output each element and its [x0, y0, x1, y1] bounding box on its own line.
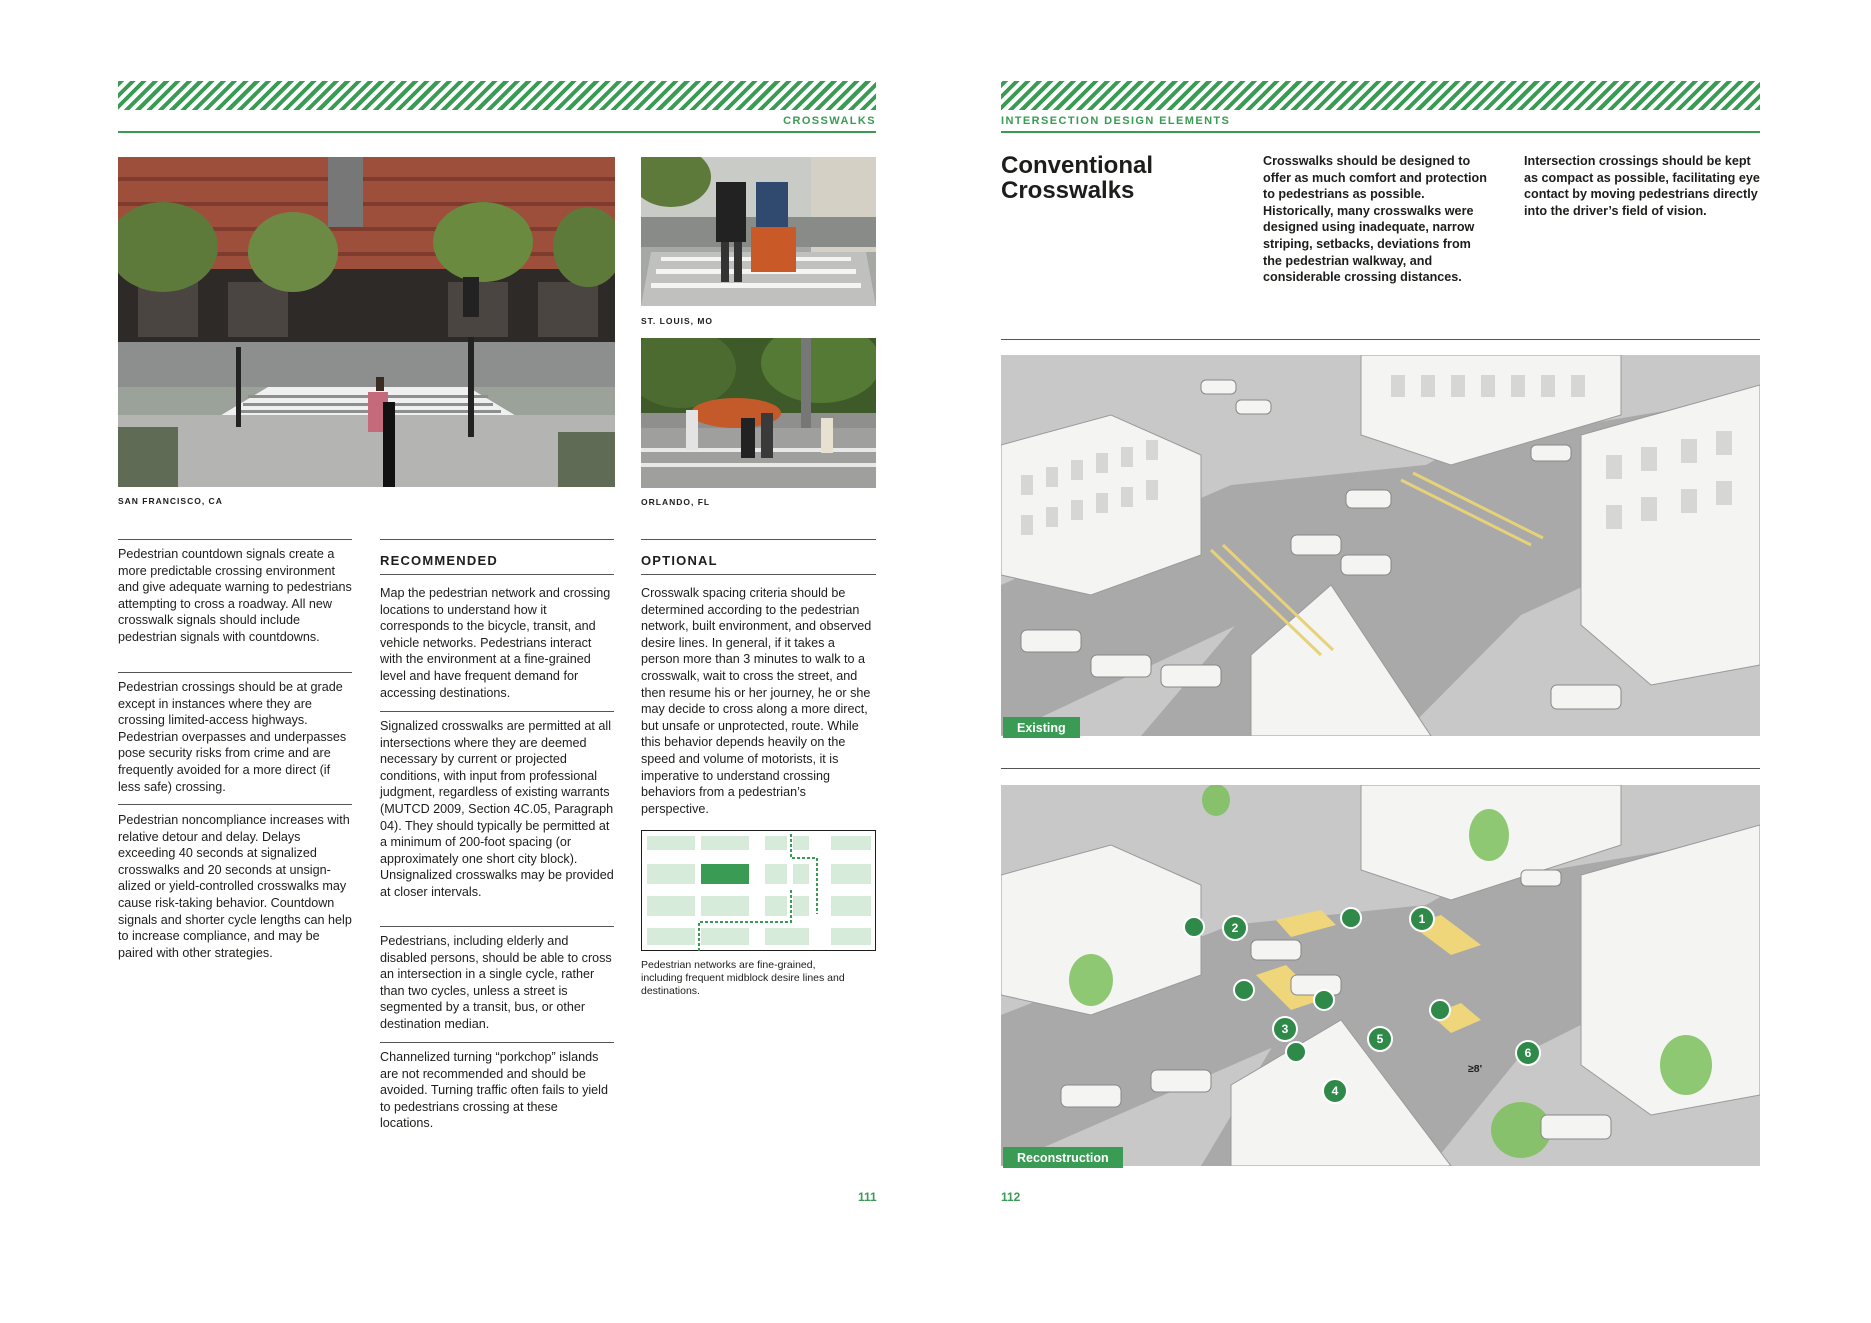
intro-paragraph-1: Crosswalks should be designed to offer as much comfort and protection to pedestrians as possible. Historically, many crosswalks were designed using inadequate, narrow striping, setbacks, deviations from the pedestrian walkway, and considerable crossing distances.	[1263, 154, 1487, 285]
right-page-number: 112	[1001, 1190, 1021, 1204]
optional-paragraph: Crosswalk spacing criteria should be determined according to the pedestrian network, built environment, and observed desire lines. In general, if it takes a person more than 3 minutes to walk to a crosswalk, wait to cross the street, and then resume his or her journey, he or she may decide to cross along a more direct, but unsafe or unprotected, route. While this behavior depends heavily on the speed and volume of motorists, it is imperative to understand crossing behaviors from a pedestrian’s perspective.	[641, 586, 872, 816]
left-section-label: CROSSWALKS	[783, 115, 876, 127]
recommended-rule-3	[380, 1042, 614, 1043]
optional-heading: OPTIONAL	[641, 553, 718, 568]
page-title-line-1: Conventional	[1001, 152, 1154, 179]
caption-san-francisco: SAN FRANCISCO, CA	[118, 496, 223, 506]
optional-rule-top	[641, 539, 876, 540]
recommended-rule-1	[380, 711, 614, 712]
callout-2: 2	[1222, 915, 1248, 941]
photo-st-louis	[641, 157, 876, 306]
label-existing: Existing	[1003, 717, 1080, 738]
photo-san-francisco	[118, 157, 615, 487]
dimension-label: ≥8'	[1468, 1063, 1483, 1075]
left-col-paragraph-2: Pedestrian crossings should be at grade except in instances where they are crossing limited-access highways. Pedestrian overpasses and underpasses pose security risks from crime and are frequently avoided for a more direct (if less safe) crossing.	[118, 680, 347, 794]
callout-4: 4	[1322, 1078, 1348, 1104]
caption-st-louis: ST. LOUIS, MO	[641, 316, 714, 326]
pedestrian-network-diagram	[641, 830, 876, 951]
left-col-paragraph-3: Pedestrian noncompliance increases with relative detour and delay. Delays exceeding 40 seconds at signalized crosswalks and 20 seconds at unsignalized or yield-controlled crosswalks may cause risk-taking behavior. Countdown signals and shorter cycle lengths can help to increase compliance, and may be paired with other strategies.	[118, 813, 352, 960]
callout-3: 3	[1272, 1016, 1298, 1042]
recommended-heading: RECOMMENDED	[380, 553, 498, 568]
left-col-rule-3	[118, 804, 352, 805]
callout-1: 1	[1409, 906, 1435, 932]
intro-paragraph-2: Intersection crossings should be kept as compact as possible, facilitating eye contact by moving pedestrians directly into the driver’s field of vision.	[1524, 154, 1760, 218]
recommended-paragraph-4: Channelized turning “porkchop” islands are not recommended and should be avoided. Turning traffic often fails to yield to pedestrians crossing at these locations.	[380, 1050, 608, 1131]
left-header-hatch	[118, 81, 876, 110]
recommended-paragraph-3: Pedestrians, including elderly and disabled persons, should be able to cross an intersection in a single cycle, rather than two cycles, unless a street is segmented by a transit, bus, or other destination median.	[380, 934, 612, 1031]
recommended-paragraph-2: Signalized crosswalks are permitted at all intersections where they are deemed necessary by current or projected conditions, with input from professional judgment, regardless of existing warrants (MUTCD 2009, Section 4C.05, Paragraph 04). They should typically be permitted at a minimum of 200-foot spacing (or approximately one short city block). Unsignalized crosswalks may be provided at closer intervals.	[380, 719, 614, 899]
illustration-existing	[1001, 355, 1760, 736]
callout-5: 5	[1367, 1026, 1393, 1052]
page-title-line-2: Crosswalks	[1001, 177, 1135, 204]
right-rule-1	[1001, 339, 1760, 340]
recommended-rule-top	[380, 539, 614, 540]
callout-6: 6	[1515, 1040, 1541, 1066]
left-col-paragraph-1: Pedestrian countdown signals create a more predictable crossing environment and give adequate warning to pedestrians attempting to cross a roadway. All new crosswalk signals should include pedestrian signals with countdowns.	[118, 547, 352, 644]
caption-orlando: ORLANDO, FL	[641, 497, 711, 507]
photo-orlando	[641, 338, 876, 488]
optional-rule-head	[641, 574, 876, 575]
recommended-rule-2	[380, 926, 614, 927]
recommended-rule-head	[380, 574, 614, 575]
label-reconstruction: Reconstruction	[1003, 1147, 1123, 1168]
right-header-hatch	[1001, 81, 1760, 110]
right-header-rule	[1001, 131, 1760, 133]
left-col-rule-1	[118, 539, 352, 540]
left-col-rule-2	[118, 672, 352, 673]
left-header-rule	[118, 131, 876, 133]
right-rule-2	[1001, 768, 1760, 769]
left-page-number: 111	[858, 1190, 877, 1204]
right-section-label: INTERSECTION DESIGN ELEMENTS	[1001, 115, 1231, 127]
illustration-reconstruction	[1001, 785, 1760, 1166]
recommended-paragraph-1: Map the pedestrian network and crossing locations to understand how it corresponds to the bicycle, transit, and vehicle networks. Pedestrians interact with the environment at a fine-grained level and have frequent demand for accessing destinations.	[380, 586, 611, 700]
diagram-caption: Pedestrian networks are fine-grained, including frequent midblock desire lines and destinations.	[641, 959, 845, 997]
